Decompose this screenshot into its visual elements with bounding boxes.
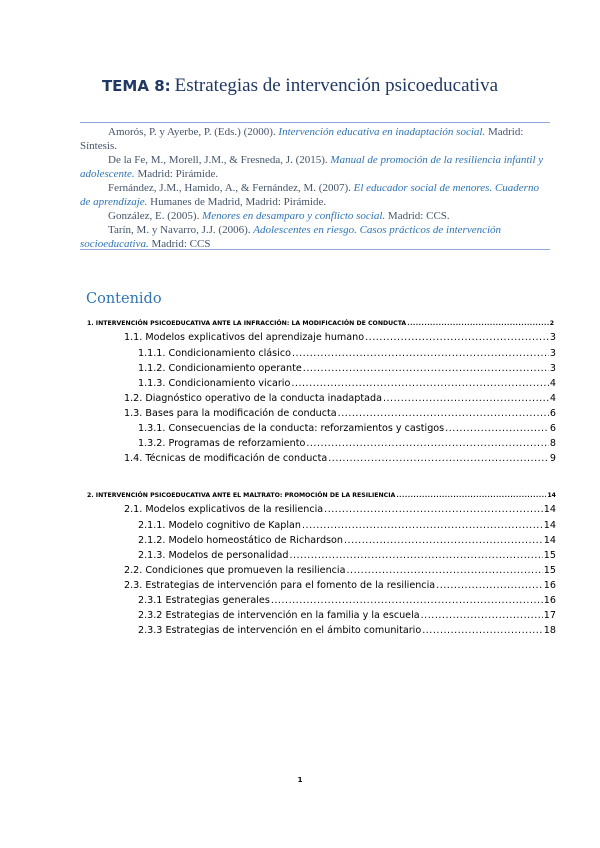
toc-entry[interactable]: 1.1.1. Condicionamiento clásico ..... 3 bbox=[138, 348, 556, 359]
reference-item: De la Fe, M., Morell, J.M., & Fresneda, J. (2015). Manual de promoción de la resiliencia infantil y adolescente. Madrid: Pirámide. bbox=[80, 154, 544, 180]
reference-item: González, E. (2005). Menores en desamparo y conflicto social. Madrid: CCS. bbox=[108, 210, 450, 222]
references-box bbox=[80, 122, 550, 250]
toc-entry[interactable]: 1.1.3. Condicionamiento vicario ..... 4 bbox=[138, 378, 556, 389]
toc-entry[interactable]: 1. INTERVENCIÓN PSICOEDUCATIVA ANTE LA INFRACCIÓN: LA MODIFICACIÓN DE CONDUCTA ..... 2 bbox=[87, 320, 554, 327]
toc-entry[interactable]: 2.1.3. Modelos de personalidad ..... 15 bbox=[138, 550, 556, 561]
toc-heading: Contenido bbox=[86, 291, 162, 307]
toc-entry[interactable]: 2.1.1. Modelo cognitivo de Kaplan ..... 14 bbox=[138, 520, 556, 531]
toc-entry[interactable]: 2.3.2 Estrategias de intervención en la familia y la escuela ..... 17 bbox=[138, 610, 556, 621]
toc-entry[interactable]: 1.3.2. Programas de reforzamiento ..... 8 bbox=[138, 438, 556, 449]
toc-entry[interactable]: 1.3.1. Consecuencias de la conducta: reforzamientos y castigos ..... 6 bbox=[138, 423, 556, 434]
toc-entry[interactable]: 2.3.3 Estrategias de intervención en el ámbito comunitario ..... 18 bbox=[138, 625, 556, 636]
toc-entry[interactable]: 1.4. Técnicas de modificación de conducta ..... 9 bbox=[124, 453, 556, 464]
toc-entry[interactable]: 2. INTERVENCIÓN PSICOEDUCATIVA ANTE EL MALTRATO: PROMOCIÓN DE LA RESILIENCIA ..... 14 bbox=[87, 492, 556, 499]
toc-entry[interactable]: 1.1. Modelos explicativos del aprendizaje humano ..... 3 bbox=[124, 332, 556, 343]
reference-item: Tarín, M. y Navarro, J.J. (2006). Adolescentes en riesgo. Casos prácticos de intervención socioeducativa. Madrid: CCS bbox=[80, 224, 502, 250]
reference-item: Fernández, J.M., Hamido, A., & Fernández, M. (2007). El educador social de menores. Cuaderno de aprendizaje. Humanes de Madrid, Madrid: Pirámide. bbox=[80, 182, 539, 208]
toc-entry[interactable]: 1.2. Diagnóstico operativo de la conducta inadaptada ..... 4 bbox=[124, 393, 556, 404]
reference-item: Amorós, P. y Ayerbe, P. (Eds.) (2000). Intervención educativa en inadaptación social. Madrid: Síntesis. bbox=[80, 126, 524, 152]
toc-entry[interactable]: 2.3.1 Estrategias generales ..... 16 bbox=[138, 595, 556, 606]
toc-entry[interactable]: 2.1.2. Modelo homeostático de Richardson ..... 14 bbox=[138, 535, 556, 546]
toc-entry[interactable]: 2.3. Estrategias de intervención para el fomento de la resiliencia ..... 16 bbox=[124, 580, 556, 591]
toc-entry[interactable]: 2.1. Modelos explicativos de la resiliencia ..... 14 bbox=[124, 504, 556, 515]
title-text: Estrategias de intervención psicoeducativa bbox=[174, 75, 499, 96]
toc-entry[interactable]: 1.1.2. Condicionamiento operante ..... 3 bbox=[138, 363, 556, 374]
title-tag: TEMA 8: bbox=[101, 77, 171, 95]
page-title bbox=[0, 75, 600, 97]
page-number: 1 bbox=[297, 776, 303, 784]
toc-entry[interactable]: 1.3. Bases para la modificación de conducta ..... 6 bbox=[124, 408, 556, 419]
toc-entry[interactable]: 2.2. Condiciones que promueven la resiliencia ..... 15 bbox=[124, 565, 556, 576]
